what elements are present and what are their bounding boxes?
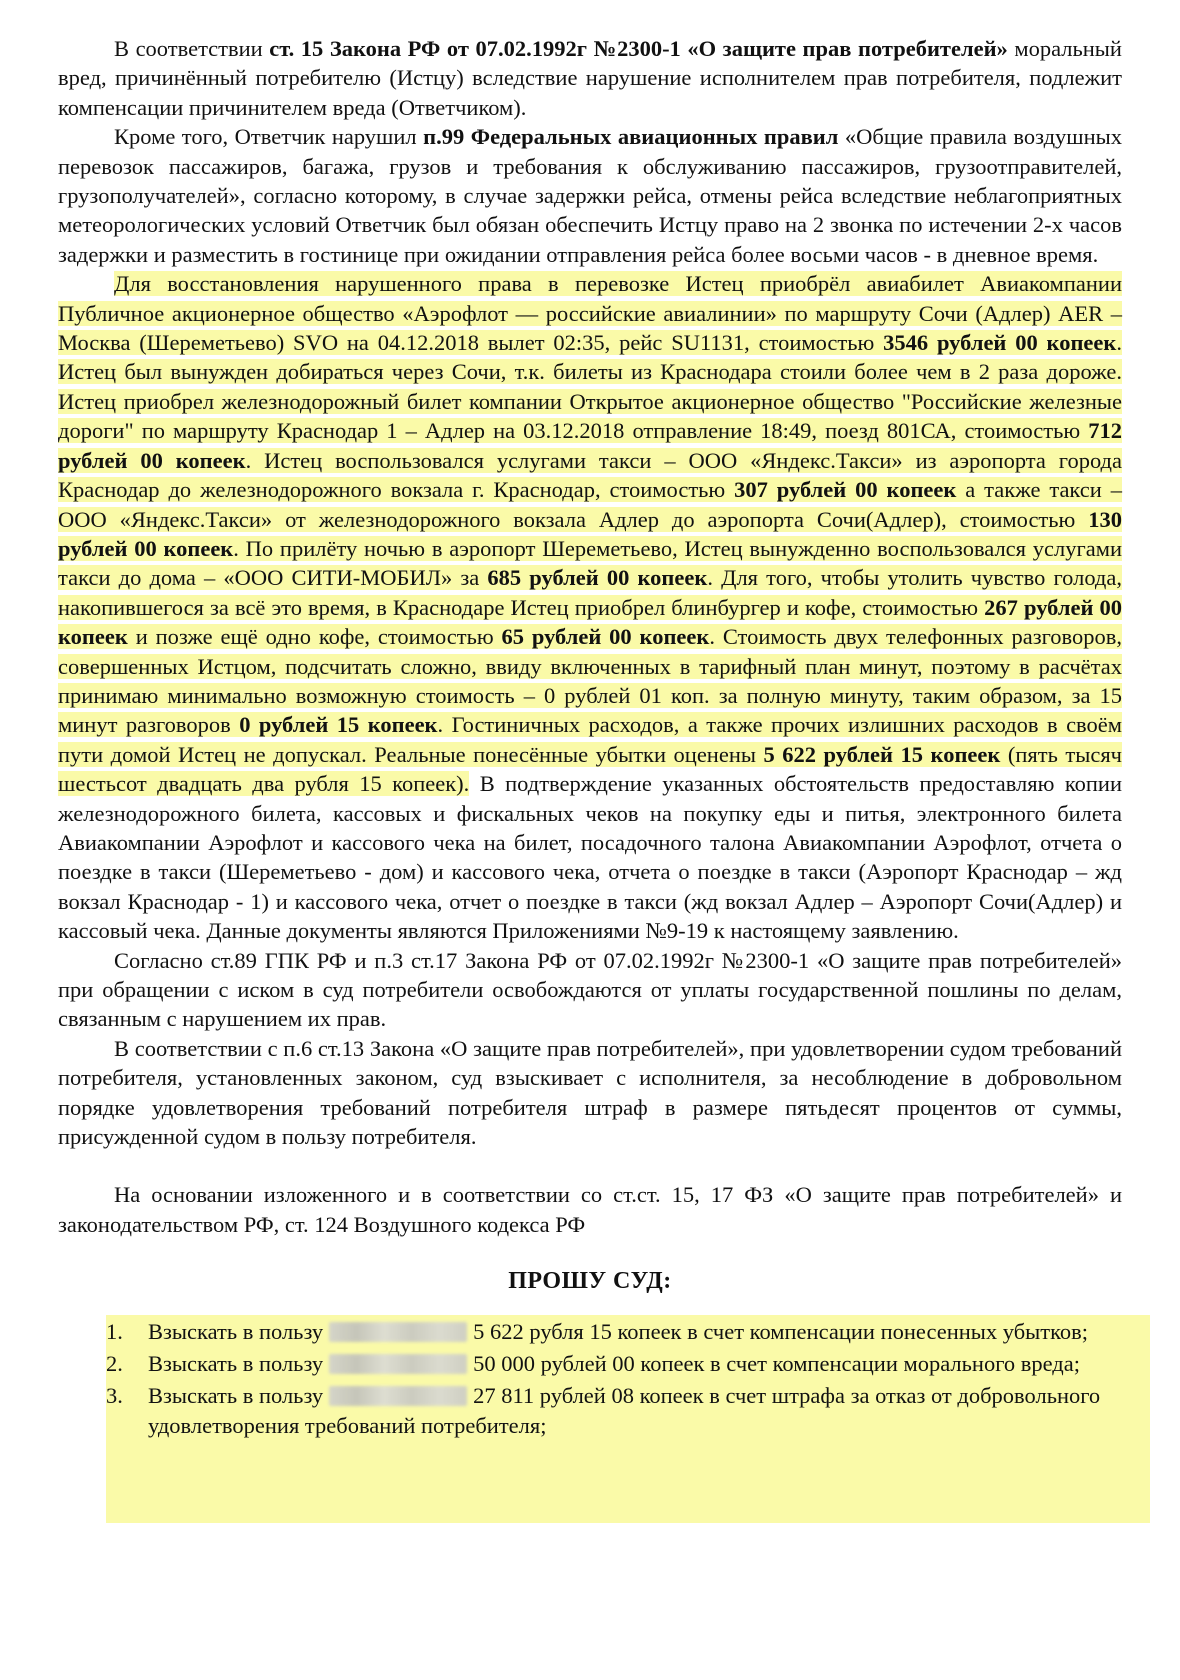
- spacer: [58, 1151, 1122, 1180]
- paragraph-aviation-rules: [58, 122, 1122, 269]
- paragraph-moral-damage: [58, 34, 1122, 122]
- amount-taxi-adler: 130 рублей 00 копеек: [58, 506, 1122, 561]
- text: Для восстановления нарушенного права в перевозке Истец приобрёл авиабилет Авиакомпании Публичное акционерное общество «Аэрофлот — российские авиалинии» по маршруту Сочи (Адлер) AER – Москва (Шереметьево) SVO на 04.12.2018 вылет 02:35, рейс SU1131, стоимостью: [58, 271, 1122, 356]
- text: Кроме того, Ответчик нарушил: [114, 124, 424, 150]
- amount-total: 5 622 рублей 15 копеек: [763, 741, 1001, 767]
- text: . Для того, чтобы утолить чувство голода, накопившегося за всё это время, в Краснодаре Истец приобрел блинбургер и кофе, стоимостью: [58, 565, 1122, 620]
- requests-block: [106, 1315, 1150, 1523]
- item-number: 1.: [106, 1318, 123, 1344]
- text: . Истец воспользовался услугами такси – ООО «Яндекс.Такси» из аэропорта города Краснодар до железнодорожного вокзала г. Краснодар, стоимостью: [58, 447, 1122, 503]
- amount-taxi-moscow: 685 рублей 00 копеек: [487, 565, 708, 591]
- law-reference: ст. 15 Закона РФ от 07.02.1992г №2300-1 «О защите прав потребителей»: [269, 36, 1008, 61]
- item-number: 3.: [106, 1383, 123, 1409]
- text: Взыскать в пользу: [148, 1318, 324, 1344]
- text: а также такси – ООО «Яндекс.Такси» от железнодорожного вокзала Адлер до аэропорта Сочи(Адлер), стоимостью: [58, 477, 1122, 532]
- text: . По прилёту ночью в аэропорт Шереметьево, Истец вынужденно воспользовался услугами такси до дома – «ООО СИТИ-МОБИЛ» за: [58, 535, 1122, 591]
- redacted-name: [329, 1354, 467, 1374]
- text: Взыскать в пользу: [148, 1351, 324, 1377]
- item-number: 2.: [106, 1351, 123, 1377]
- rule-reference: п.99 Федеральных авиационных правил: [423, 124, 839, 150]
- list-item: [106, 1349, 1150, 1378]
- amount-train: 712 рублей 00 копеек: [58, 418, 1122, 473]
- text: Взыскать в пользу: [148, 1383, 324, 1409]
- text: . Стоимость двух телефонных разговоров, совершенных Истцом, подсчитать сложно, ввиду включенных в тарифный план минут, поэтому в расчётах принимаю минимально возможную стоимость – 0 рублей 01 коп. за полную минуту, таким образом, за 15 минут разговоров: [58, 624, 1122, 738]
- amount-food: 267 рублей 00 копеек: [58, 594, 1122, 650]
- text: В соответствии: [114, 36, 270, 61]
- text: В подтверждение указанных обстоятельств предоставляю копии железнодорожного билета, кассовых и фискальных чеков на покупку еды и питья, электронного билета Авиакомпании Аэрофлот и кассового чека на билет, посадочного талона Авиакомпании Аэрофлот, отчета о поездке в такси (Шереметьево - дом) и кассового чека, отчета о поездке в такси (Аэропорт Краснодар – жд вокзал Краснодар - 1) и кассового чека, отчет о поездке в такси (жд вокзал Адлер – Аэропорт Сочи(Адлер) и кассовый чека. Данные документы являются Приложениями №9-19 к настоящему заявлению.: [58, 771, 1122, 944]
- text: «Общие правила воздушных перевозок пассажиров, багажа, грузов и требования к обслуживанию пассажиров, грузоотправителей, грузополучателей», согласно которому, в случае задержки рейса, отмены рейса вследствие неблагоприятных метеорологических условий Ответчик был обязан обеспечить Истцу право на 2 звонка по истечении 2-х часов задержки и разместить в гостинице при ожидании отправления рейса более восьми часов - в дневное время.: [58, 124, 1123, 267]
- text: (пять тысяч шестьсот двадцать два рубля 15 копеек).: [58, 741, 1122, 797]
- paragraph-losses: [58, 269, 1122, 945]
- list-item: [106, 1317, 1150, 1346]
- redacted-name: [329, 1322, 467, 1342]
- amount-calls: 0 рублей 15 копеек: [239, 712, 438, 738]
- highlighted-losses: [58, 271, 1122, 796]
- paragraph-basis: На основании изложенного и в соответствии со ст.ст. 15, 17 ФЗ «О защите прав потребителей» и законодательством РФ, ст. 124 Воздушного кодекса РФ: [58, 1182, 1122, 1237]
- text: и позже ещё одно кофе, стоимостью: [127, 624, 502, 650]
- amount-flight: 3546 рублей 00 копеек: [883, 330, 1117, 356]
- amount-coffee: 65 рублей 00 копеек: [501, 624, 710, 650]
- text: 50 000 рублей 00 копеек в счет компенсации морального вреда;: [473, 1351, 1080, 1377]
- paragraph-state-duty: Согласно ст.89 ГПК РФ и п.3 ст.17 Закона РФ от 07.02.1992г №2300-1 «О защите прав потребителей» при обращении с иском в суд потребители освобождаются от уплаты государственной пошлины по делам, связанным с нарушением их прав.: [58, 947, 1122, 1032]
- text: 27 811 рублей 08 копеек в счет штрафа за отказ от добровольного удовлетворения требований потребителя;: [148, 1383, 1101, 1438]
- redacted-name: [329, 1386, 467, 1406]
- requests-list: [106, 1317, 1150, 1441]
- request-heading: ПРОШУ СУД:: [508, 1268, 672, 1295]
- paragraph-penalty: В соответствии с п.6 ст.13 Закона «О защите прав потребителей», при удовлетворении судом требований потребителя, установленных законом, суд взыскивает с исполнителя, за несоблюдение в добровольном порядке удовлетворения требований потребителя штраф в размере пятьдесят процентов от суммы, присужденной судом в пользу потребителя.: [58, 1035, 1122, 1150]
- list-item: [106, 1381, 1150, 1440]
- text: моральный вред, причинённый потребителю (Истцу) вследствие нарушение исполнителем прав потребителя, подлежит компенсации причинителем вреда (Ответчиком).: [58, 36, 1122, 120]
- text: . Гостиничных расходов, а также прочих излишних расходов в своём пути домой Истец не допускал. Реальные понесённые убытки оценены: [58, 712, 1122, 767]
- amount-taxi-krasnodar: 307 рублей 00 копеек: [734, 477, 957, 503]
- text: 5 622 рубля 15 копеек в счет компенсации понесенных убытков;: [473, 1318, 1089, 1344]
- text: . Истец был вынужден добираться через Сочи, т.к. билеты из Краснодара стоили более чем в 2 раза дороже. Истец приобрел железнодорожный билет компании Открытое акционерное общество "Российские железные дороги" по маршруту Краснодар 1 – Адлер на 03.12.2018 отправление 18:49, поезд 801СА, стоимостью: [58, 330, 1122, 444]
